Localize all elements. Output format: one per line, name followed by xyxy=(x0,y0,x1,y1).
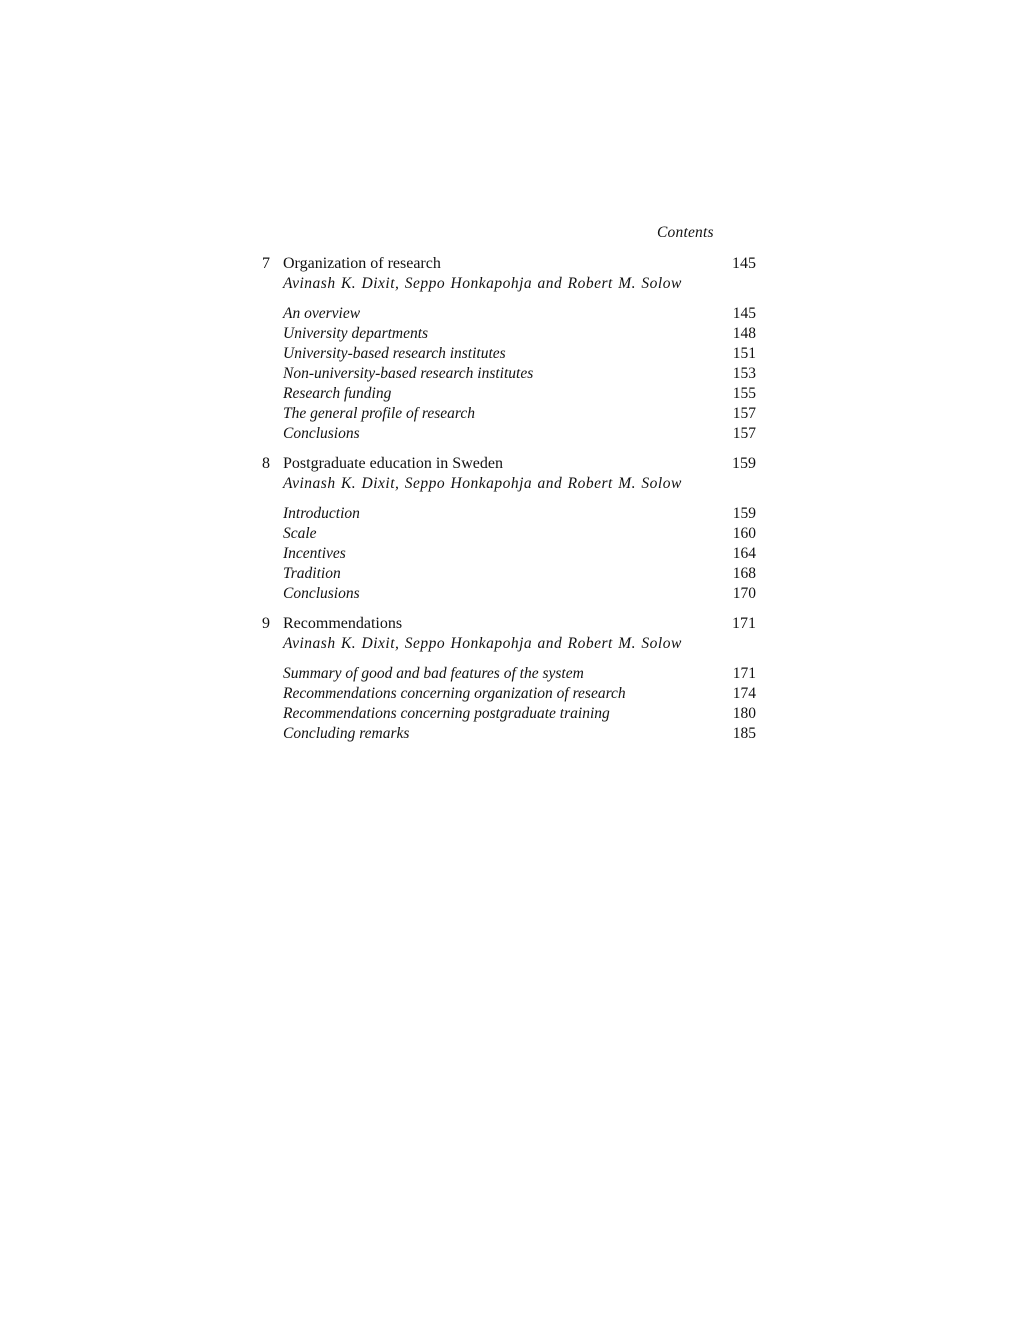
section-title: The general profile of research xyxy=(283,405,475,422)
section-page-number: 157 xyxy=(732,425,756,442)
section-title: Summary of good and bad features of the system xyxy=(283,665,584,682)
chapter-authors: Avinash K. Dixit, Seppo Honkapohja and Robert M. Solow xyxy=(283,635,682,652)
section-page-number: 171 xyxy=(732,665,756,682)
chapter-title: Postgraduate education in Sweden xyxy=(283,455,503,472)
section-page-number: 185 xyxy=(732,725,756,742)
chapter-page-number: 159 xyxy=(732,455,756,472)
section-entry[interactable] xyxy=(262,724,762,744)
section-entry[interactable] xyxy=(262,344,762,364)
chapter-authors: Avinash K. Dixit, Seppo Honkapohja and Robert M. Solow xyxy=(283,275,682,292)
section-entry[interactable] xyxy=(262,324,762,344)
section-entry[interactable] xyxy=(262,364,762,384)
section-title: Conclusions xyxy=(283,425,360,442)
section-title: Scale xyxy=(283,525,317,542)
section-title: Conclusions xyxy=(283,585,360,602)
section-page-number: 151 xyxy=(732,345,756,362)
section-entry[interactable] xyxy=(262,504,762,524)
chapter-authors: Avinash K. Dixit, Seppo Honkapohja and Robert M. Solow xyxy=(283,475,682,492)
section-title: Incentives xyxy=(283,545,346,562)
chapter-title: Organization of research xyxy=(283,255,441,272)
chapter-title: Recommendations xyxy=(283,615,403,632)
chapter-heading[interactable] xyxy=(262,614,762,634)
section-page-number: 164 xyxy=(732,545,756,562)
section-page-number: 170 xyxy=(732,585,756,602)
section-page-number: 174 xyxy=(732,685,756,702)
section-entry[interactable] xyxy=(262,304,762,324)
section-page-number: 145 xyxy=(732,305,756,322)
section-page-number: 148 xyxy=(732,325,756,342)
section-title: Non-university-based research institutes xyxy=(283,365,534,382)
running-head: Contents xyxy=(657,224,714,241)
section-entry[interactable] xyxy=(262,544,762,564)
section-entry[interactable] xyxy=(262,564,762,584)
section-entry[interactable] xyxy=(262,384,762,404)
section-list xyxy=(262,304,762,444)
chapter-number: 9 xyxy=(262,615,270,632)
section-title: Tradition xyxy=(283,565,341,582)
section-title: An overview xyxy=(283,305,361,322)
chapter-7 xyxy=(262,254,762,444)
section-title: University departments xyxy=(283,325,429,342)
section-entry[interactable] xyxy=(262,704,762,724)
section-page-number: 155 xyxy=(732,385,756,402)
section-entry[interactable] xyxy=(262,524,762,544)
section-page-number: 160 xyxy=(732,525,756,542)
chapter-9 xyxy=(262,614,762,744)
chapter-number: 8 xyxy=(262,455,270,472)
section-page-number: 157 xyxy=(732,405,756,422)
section-title: Recommendations concerning postgraduate training xyxy=(283,705,610,722)
section-title: Introduction xyxy=(283,505,360,522)
section-entry[interactable] xyxy=(262,684,762,704)
section-entry[interactable] xyxy=(262,404,762,424)
section-page-number: 153 xyxy=(732,365,756,382)
section-entry[interactable] xyxy=(262,584,762,604)
chapter-page-number: 145 xyxy=(732,255,756,272)
section-entry[interactable] xyxy=(262,424,762,444)
section-title: University-based research institutes xyxy=(283,345,506,362)
chapter-heading[interactable] xyxy=(262,254,762,274)
section-title: Research funding xyxy=(283,385,392,402)
section-list xyxy=(262,504,762,604)
chapter-number: 7 xyxy=(262,255,270,272)
section-page-number: 168 xyxy=(732,565,756,582)
chapter-heading[interactable] xyxy=(262,454,762,474)
section-title: Recommendations concerning organization of research xyxy=(283,685,626,702)
chapter-8 xyxy=(262,454,762,604)
chapter-page-number: 171 xyxy=(732,615,756,632)
section-title: Concluding remarks xyxy=(283,725,410,742)
section-page-number: 159 xyxy=(732,505,756,522)
section-list xyxy=(262,664,762,744)
section-entry[interactable] xyxy=(262,664,762,684)
section-page-number: 180 xyxy=(732,705,756,722)
